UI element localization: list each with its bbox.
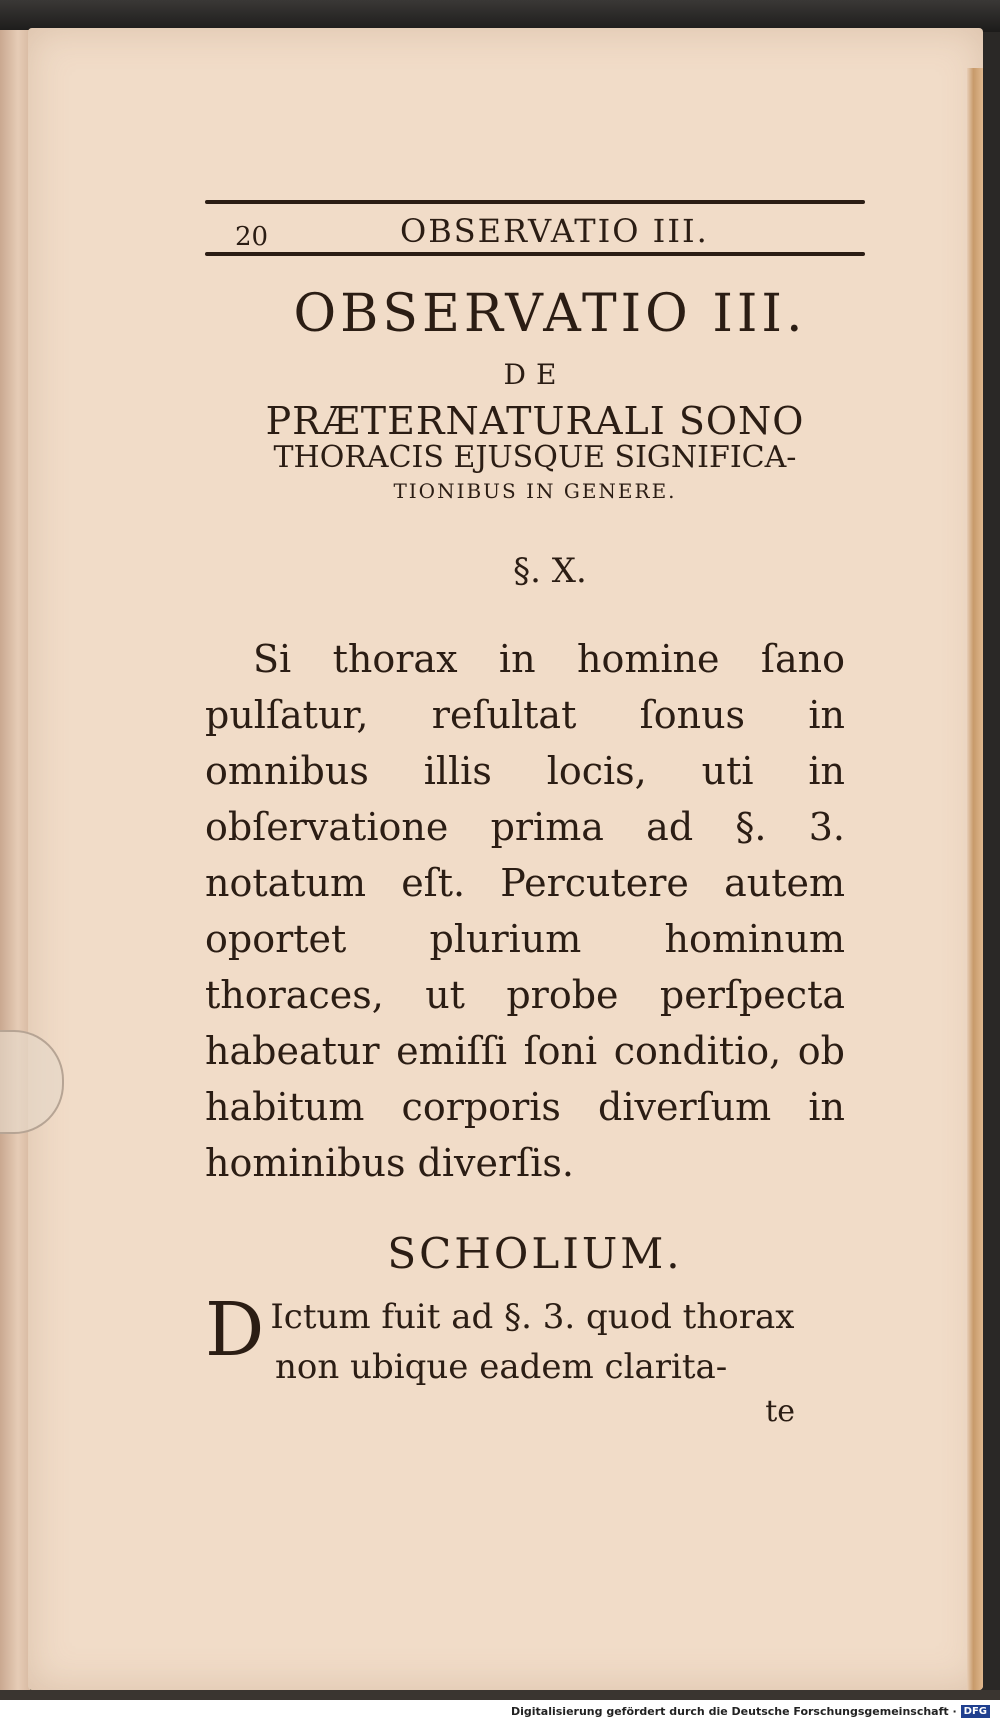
previous-page-edge <box>0 30 30 1692</box>
subtitle-line-2: THORACIS EJUSQUE SIGNIFICA- <box>273 440 797 475</box>
body-paragraph: Si thorax in homine ſano pulſatur, reſultat ſonus in omnibus illis locis, uti in obſervatione prima ad §. 3. notatum eſt. Percutere autem oportet plurium hominum thoraces, ut probe perſpecta habeatur emiſſi ſoni conditio, ob habitum corporis diverſum in hominibus diverſis. <box>205 637 845 1185</box>
chapter-heading: OBSERVATIO III. <box>293 284 807 344</box>
scholium-line-2: non ubique eadem clarita- <box>275 1347 728 1387</box>
page-edge <box>967 68 983 1690</box>
drop-cap: D <box>205 1287 265 1373</box>
subtitle-line-3: TIONIBUS IN GENERE. <box>393 479 677 503</box>
digitization-footer <box>0 1700 1000 1722</box>
scholium-heading: SCHOLIUM. <box>387 1229 683 1278</box>
subtitle-line-1: PRÆTERNATURALI SONO <box>265 399 805 443</box>
dfg-logo: DFG <box>961 1705 990 1718</box>
subtitle-de: DE <box>503 358 567 391</box>
scholium-text <box>205 1287 845 1392</box>
page-text <box>205 200 865 1429</box>
running-title: OBSERVATIO III. <box>400 212 709 250</box>
running-head <box>205 204 865 252</box>
bottom-rule <box>205 252 865 256</box>
catchword: te <box>765 1394 795 1429</box>
scholium-line-1: Ictum fuit ad §. 3. quod thorax <box>270 1297 795 1337</box>
footer-text: Digitalisierung gefördert durch die Deutsche Forschungsgemeinschaft · <box>510 1704 957 1718</box>
section-mark: §. X. <box>513 551 587 591</box>
page-number: 20 <box>235 222 269 252</box>
